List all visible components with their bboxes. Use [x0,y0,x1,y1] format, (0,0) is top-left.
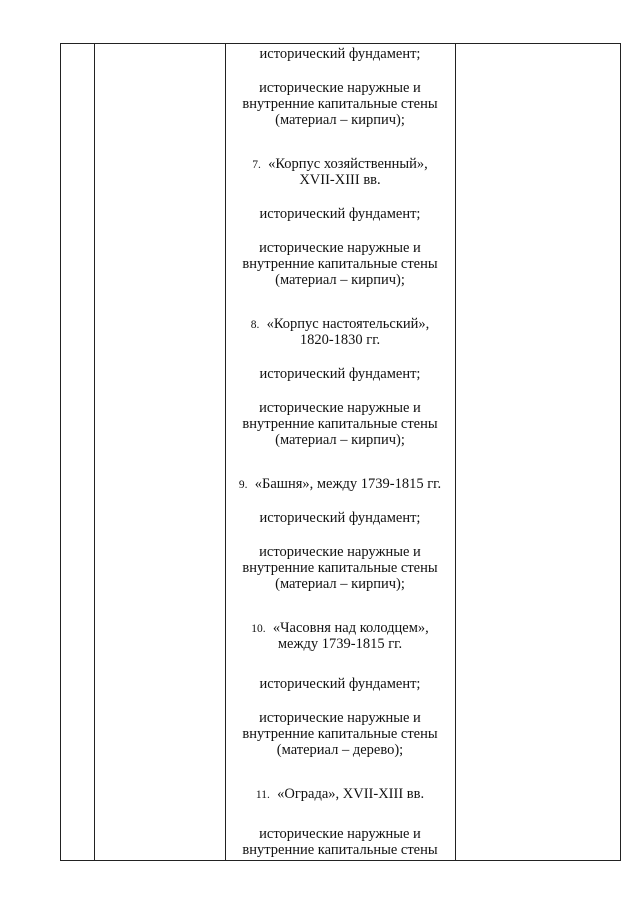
item-8-period: 1820-1830 гг. [299,332,381,348]
item-title: «Корпус настоятельский», [266,316,430,332]
item-11-title [225,786,455,803]
item-number: 9. [238,479,248,491]
item-title: «Корпус хозяйственный», [268,156,428,172]
walls-material-text: (материал – кирпич); [275,112,405,128]
column-divider-3 [455,43,456,861]
walls-text: внутренние капитальные стены [242,842,438,858]
item-number: 7. [252,159,261,171]
item-title: «Часовня над колодцем», [272,620,429,636]
foundation-text: исторический фундамент; [259,510,421,526]
walls-material-text: (материал – кирпич); [275,576,405,592]
walls-text: исторические наружные и [259,80,421,96]
protected-elements-cell [225,43,455,861]
walls-text: внутренние капитальные стены [242,96,438,112]
item-10-title [225,620,455,637]
walls-material-text: (материал – кирпич); [275,272,405,288]
walls-text: внутренние капитальные стены [242,416,438,432]
walls-text: исторические наружные и [259,240,421,256]
walls-text: исторические наружные и [259,544,421,560]
walls-material-text: (материал – дерево); [276,742,404,758]
column-divider-1 [94,43,95,861]
item-title: «Ограда», XVII-XIII вв. [277,786,425,802]
foundation-text: исторический фундамент; [259,676,421,692]
walls-text: исторические наружные и [259,710,421,726]
walls-text: внутренние капитальные стены [242,560,438,576]
walls-text: исторические наружные и [259,826,421,842]
walls-material-text: (материал – кирпич); [275,432,405,448]
foundation-text: исторический фундамент; [259,366,421,382]
item-10-period: между 1739-1815 гг. [277,636,403,652]
foundation-text: исторический фундамент; [259,46,421,62]
item-number: 10. [251,623,266,635]
walls-text: исторические наружные и [259,400,421,416]
table-left-border [60,43,61,861]
walls-text: внутренние капитальные стены [242,726,438,742]
item-title: «Башня», между 1739-1815 гг. [254,476,442,492]
item-number: 8. [250,319,260,331]
item-number: 11. [255,789,270,801]
item-8-title [225,316,455,333]
item-7-title [225,156,455,173]
table-right-border [620,43,621,861]
walls-text: внутренние капитальные стены [242,256,438,272]
item-9-title [225,476,455,493]
foundation-text: исторический фундамент; [259,206,421,222]
item-7-period: XVII-XIII вв. [299,172,381,188]
